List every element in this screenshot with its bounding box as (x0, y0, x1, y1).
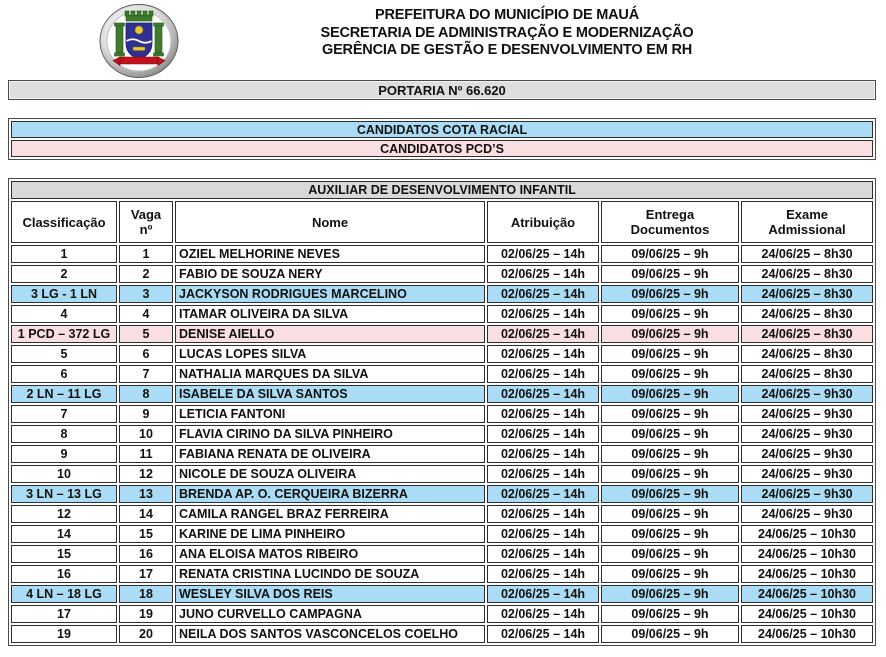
cell-classificacao: 1 (11, 245, 117, 263)
candidates-table (8, 178, 876, 646)
cell-classificacao: 5 (11, 345, 117, 363)
cell-classificacao: 4 (11, 305, 117, 323)
cell-vaga: 13 (119, 485, 173, 503)
cell-vaga: 2 (119, 265, 173, 283)
cell-nome: ITAMAR OLIVEIRA DA SILVA (175, 305, 485, 323)
table-row (11, 425, 873, 443)
table-row (11, 445, 873, 463)
cell-vaga: 19 (119, 605, 173, 623)
cell-entrega: 09/06/25 – 9h (601, 365, 739, 383)
cell-atribuicao: 02/06/25 – 14h (487, 565, 599, 583)
cell-atribuicao: 02/06/25 – 14h (487, 625, 599, 643)
cell-exame: 24/06/25 – 9h30 (741, 405, 873, 423)
cell-classificacao: 6 (11, 365, 117, 383)
cell-atribuicao: 02/06/25 – 14h (487, 405, 599, 423)
cell-vaga: 16 (119, 545, 173, 563)
cell-exame: 24/06/25 – 10h30 (741, 585, 873, 603)
legend-pcd: CANDIDATOS PCD’S (11, 140, 873, 157)
cell-entrega: 09/06/25 – 9h (601, 545, 739, 563)
cell-vaga: 18 (119, 585, 173, 603)
cell-entrega: 09/06/25 – 9h (601, 485, 739, 503)
cell-nome: NEILA DOS SANTOS VASCONCELOS COELHO (175, 625, 485, 643)
cell-exame: 24/06/25 – 10h30 (741, 625, 873, 643)
portaria-title-bar (8, 80, 876, 100)
portaria-number: PORTARIA Nº 66.620 (378, 82, 506, 98)
cell-atribuicao: 02/06/25 – 14h (487, 285, 599, 303)
cell-exame: 24/06/25 – 9h30 (741, 485, 873, 503)
legend-box (8, 118, 876, 160)
cell-entrega: 09/06/25 – 9h (601, 525, 739, 543)
cell-vaga: 8 (119, 385, 173, 403)
cell-atribuicao: 02/06/25 – 14h (487, 505, 599, 523)
table-row (11, 605, 873, 623)
cell-vaga: 7 (119, 365, 173, 383)
cell-entrega: 09/06/25 – 9h (601, 325, 739, 343)
cell-exame: 24/06/25 – 10h30 (741, 565, 873, 583)
candidates-tbody (11, 181, 873, 643)
cell-vaga: 4 (119, 305, 173, 323)
cell-classificacao: 3 LN – 13 LG (11, 485, 117, 503)
legend-cota-racial: CANDIDATOS COTA RACIAL (11, 121, 873, 138)
table-row (11, 505, 873, 523)
cell-classificacao: 7 (11, 405, 117, 423)
cell-atribuicao: 02/06/25 – 14h (487, 345, 599, 363)
cell-nome: DENISE AIELLO (175, 325, 485, 343)
table-row (11, 485, 873, 503)
cell-nome: KARINE DE LIMA PINHEIRO (175, 525, 485, 543)
cell-classificacao: 2 LN – 11 LG (11, 385, 117, 403)
table-row (11, 285, 873, 303)
cell-entrega: 09/06/25 – 9h (601, 585, 739, 603)
cell-atribuicao: 02/06/25 – 14h (487, 525, 599, 543)
cell-entrega: 09/06/25 – 9h (601, 345, 739, 363)
cell-entrega: 09/06/25 – 9h (601, 565, 739, 583)
cell-nome: BRENDA AP. O. CERQUEIRA BIZERRA (175, 485, 485, 503)
table-row (11, 325, 873, 343)
cell-exame: 24/06/25 – 8h30 (741, 245, 873, 263)
cell-classificacao: 15 (11, 545, 117, 563)
cell-entrega: 09/06/25 – 9h (601, 625, 739, 643)
cell-nome: JACKYSON RODRIGUES MARCELINO (175, 285, 485, 303)
cell-classificacao: 14 (11, 525, 117, 543)
cell-nome: OZIEL MELHORINE NEVES (175, 245, 485, 263)
cell-nome: ANA ELOISA MATOS RIBEIRO (175, 545, 485, 563)
cell-exame: 24/06/25 – 8h30 (741, 285, 873, 303)
cell-nome: NICOLE DE SOUZA OLIVEIRA (175, 465, 485, 483)
cell-vaga: 1 (119, 245, 173, 263)
cell-exame: 24/06/25 – 8h30 (741, 265, 873, 283)
cell-nome: FABIANA RENATA DE OLIVEIRA (175, 445, 485, 463)
cell-atribuicao: 02/06/25 – 14h (487, 445, 599, 463)
cell-nome: RENATA CRISTINA LUCINDO DE SOUZA (175, 565, 485, 583)
org-gerencia: GERÊNCIA DE GESTÃO E DESENVOLVIMENTO EM RH (322, 42, 692, 58)
table-title: AUXILIAR DE DESENVOLVIMENTO INFANTIL (11, 181, 873, 199)
cell-exame: 24/06/25 – 9h30 (741, 465, 873, 483)
cell-classificacao: 8 (11, 425, 117, 443)
cell-vaga: 14 (119, 505, 173, 523)
table-row (11, 265, 873, 283)
cell-vaga: 17 (119, 565, 173, 583)
cell-entrega: 09/06/25 – 9h (601, 285, 739, 303)
cell-classificacao: 10 (11, 465, 117, 483)
cell-classificacao: 16 (11, 565, 117, 583)
cell-exame: 24/06/25 – 9h30 (741, 385, 873, 403)
table-row (11, 245, 873, 263)
cell-classificacao: 12 (11, 505, 117, 523)
cell-atribuicao: 02/06/25 – 14h (487, 385, 599, 403)
cell-atribuicao: 02/06/25 – 14h (487, 605, 599, 623)
cell-entrega: 09/06/25 – 9h (601, 405, 739, 423)
cell-classificacao: 1 PCD – 372 LG (11, 325, 117, 343)
col-entrega: Entrega Documentos (601, 201, 739, 243)
cell-nome: NATHALIA MARQUES DA SILVA (175, 365, 485, 383)
cell-classificacao: 4 LN – 18 LG (11, 585, 117, 603)
cell-atribuicao: 02/06/25 – 14h (487, 545, 599, 563)
cell-classificacao: 2 (11, 265, 117, 283)
cell-atribuicao: 02/06/25 – 14h (487, 305, 599, 323)
table-row (11, 545, 873, 563)
cell-nome: FLAVIA CIRINO DA SILVA PINHEIRO (175, 425, 485, 443)
cell-entrega: 09/06/25 – 9h (601, 425, 739, 443)
cell-atribuicao: 02/06/25 – 14h (487, 245, 599, 263)
cell-entrega: 09/06/25 – 9h (601, 505, 739, 523)
table-row (11, 565, 873, 583)
table-row (11, 625, 873, 643)
table-row (11, 345, 873, 363)
col-vaga: Vaga nº (119, 201, 173, 243)
table-row (11, 385, 873, 403)
table-header-row (11, 201, 873, 243)
col-classificacao: Classificação (11, 201, 117, 243)
cell-vaga: 5 (119, 325, 173, 343)
cell-vaga: 3 (119, 285, 173, 303)
cell-exame: 24/06/25 – 8h30 (741, 305, 873, 323)
cell-nome: WESLEY SILVA DOS REIS (175, 585, 485, 603)
cell-nome: CAMILA RANGEL BRAZ FERREIRA (175, 505, 485, 523)
cell-exame: 24/06/25 – 9h30 (741, 445, 873, 463)
cell-atribuicao: 02/06/25 – 14h (487, 325, 599, 343)
table-row (11, 365, 873, 383)
cell-nome: LUCAS LOPES SILVA (175, 345, 485, 363)
cell-vaga: 6 (119, 345, 173, 363)
cell-nome: JUNO CURVELLO CAMPAGNA (175, 605, 485, 623)
cell-entrega: 09/06/25 – 9h (601, 245, 739, 263)
cell-vaga: 12 (119, 465, 173, 483)
cell-atribuicao: 02/06/25 – 14h (487, 365, 599, 383)
cell-exame: 24/06/25 – 10h30 (741, 545, 873, 563)
cell-entrega: 09/06/25 – 9h (601, 605, 739, 623)
table-row (11, 525, 873, 543)
cell-atribuicao: 02/06/25 – 14h (487, 465, 599, 483)
col-atribuicao: Atribuição (487, 201, 599, 243)
cell-exame: 24/06/25 – 10h30 (741, 605, 873, 623)
cell-vaga: 20 (119, 625, 173, 643)
cell-vaga: 15 (119, 525, 173, 543)
col-nome: Nome (175, 201, 485, 243)
cell-entrega: 09/06/25 – 9h (601, 265, 739, 283)
cell-entrega: 09/06/25 – 9h (601, 305, 739, 323)
cell-vaga: 11 (119, 445, 173, 463)
cell-classificacao: 9 (11, 445, 117, 463)
cell-nome: LETICIA FANTONI (175, 405, 485, 423)
cell-nome: ISABELE DA SILVA SANTOS (175, 385, 485, 403)
letterhead (128, 7, 886, 60)
cell-exame: 24/06/25 – 10h30 (741, 525, 873, 543)
table-row (11, 465, 873, 483)
cell-vaga: 9 (119, 405, 173, 423)
cell-atribuicao: 02/06/25 – 14h (487, 585, 599, 603)
cell-nome: FABIO DE SOUZA NERY (175, 265, 485, 283)
cell-exame: 24/06/25 – 8h30 (741, 365, 873, 383)
cell-classificacao: 3 LG - 1 LN (11, 285, 117, 303)
cell-entrega: 09/06/25 – 9h (601, 465, 739, 483)
cell-classificacao: 19 (11, 625, 117, 643)
cell-atribuicao: 02/06/25 – 14h (487, 485, 599, 503)
cell-atribuicao: 02/06/25 – 14h (487, 265, 599, 283)
cell-exame: 24/06/25 – 9h30 (741, 425, 873, 443)
cell-exame: 24/06/25 – 8h30 (741, 325, 873, 343)
cell-exame: 24/06/25 – 8h30 (741, 345, 873, 363)
col-exame: Exame Admissional (741, 201, 873, 243)
cell-atribuicao: 02/06/25 – 14h (487, 425, 599, 443)
org-secretaria: SECRETARIA DE ADMINISTRAÇÃO E MODERNIZAÇÃO (320, 24, 694, 41)
table-row (11, 585, 873, 603)
table-row (11, 305, 873, 323)
cell-vaga: 10 (119, 425, 173, 443)
cell-entrega: 09/06/25 – 9h (601, 445, 739, 463)
table-row (11, 405, 873, 423)
cell-classificacao: 17 (11, 605, 117, 623)
cell-entrega: 09/06/25 – 9h (601, 385, 739, 403)
org-name: PREFEITURA DO MUNICÍPIO DE MAUÁ (375, 7, 639, 23)
cell-exame: 24/06/25 – 9h30 (741, 505, 873, 523)
